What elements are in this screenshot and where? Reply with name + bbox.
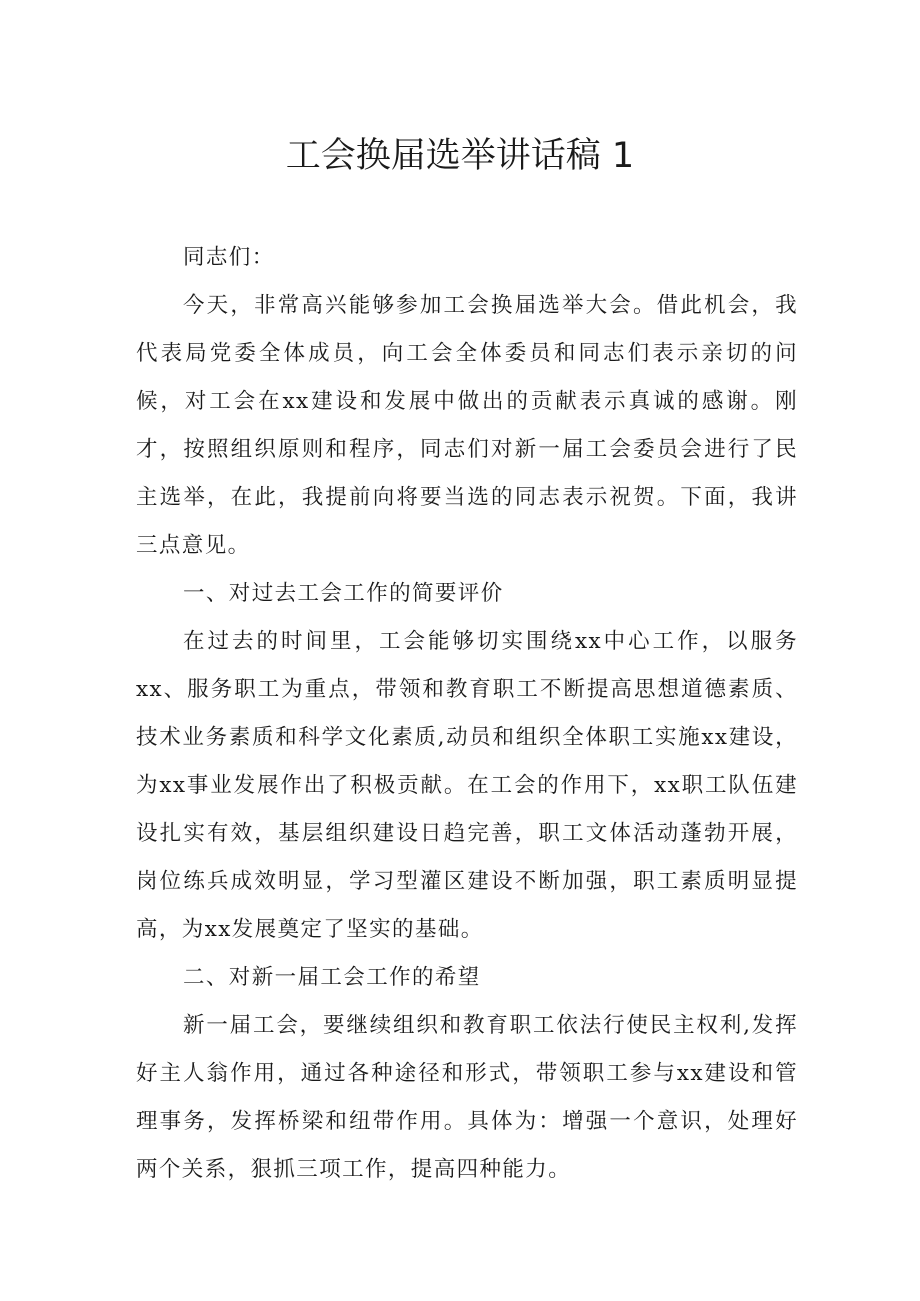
opening-paragraph: 今天，非常高兴能够参加工会换届选举大会。借此机会，我代表局党委全体成员，向工会全体委员和同志们表示亲切的问候，对工会在xx建设和发展中做出的贡献表示真诚的感谢。刚才，按照组织原则和程序，同志们对新一届工会委员会进行了民主选举，在此，我提前向将要当选的同志表示祝贺。下面，我讲三点意见。 (136, 293, 798, 558)
section-1-paragraph: 在过去的时间里，工会能够切实围绕xx中心工作，以服务xx、服务职工为重点，带领和教育职工不断提高思想道德素质、技术业务素质和科学文化素质,动员和组织全体职工实施xx建设，为xx事业发展作出了积极贡献。在工会的作用下，xx职工队伍建设扎实有效，基层组织建设日趋完善，职工文体活动蓬勃开展，岗位练兵成效明显，学习型灌区建设不断加强，职工素质明显提高，为xx发展奠定了坚实的基础。 (136, 629, 798, 942)
document-body (136, 234, 798, 1194)
salutation: 同志们： (183, 245, 275, 270)
document-title: 工会换届选举讲话稿 1 (285, 136, 635, 176)
section-heading-2: 二、对新一届工会工作的希望 (183, 965, 481, 990)
section-heading-1: 一、对过去工会工作的简要评价 (183, 581, 504, 606)
section-2-paragraph: 新一届工会，要继续组织和教育职工依法行使民主权利,发挥好主人翁作用，通过各种途径和形式，带领职工参与xx建设和管理事务，发挥桥梁和纽带作用。具体为：增强一个意识，处理好两个关系，狠抓三项工作，提高四种能力。 (136, 1013, 798, 1182)
